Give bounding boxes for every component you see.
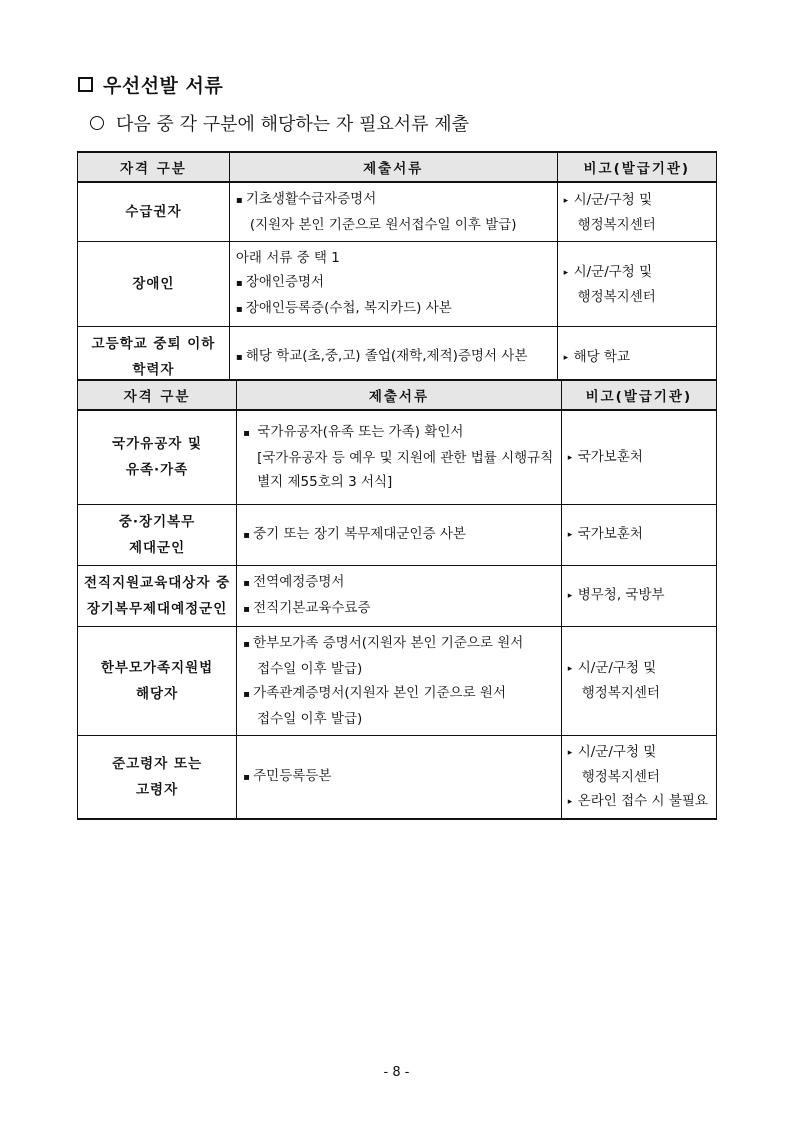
note-text: 해당 학교 — [573, 348, 631, 365]
category-cell — [78, 182, 230, 242]
note-text: 시/군/구청 및 — [577, 743, 657, 760]
note-line — [568, 522, 710, 547]
document-text: 한부모가족 증명서(지원자 본인 기준으로 원서 — [253, 634, 524, 651]
triangle-bullet-icon: ▸ — [567, 664, 573, 674]
square-bullet-icon: ▪ — [235, 195, 243, 206]
document-line — [236, 270, 551, 296]
note-line — [564, 188, 710, 213]
note-text: 행정복지센터 — [577, 288, 656, 305]
category-text: 전직지원교육대상자 중 — [84, 574, 231, 591]
note-text: 시/군/구청 및 — [573, 191, 653, 208]
category-text: 장기복무제대예정군인 — [86, 600, 228, 617]
document-text: 접수일 이후 발급) — [257, 710, 363, 727]
document-text: 아래 서류 중 택 1 — [235, 250, 340, 266]
triangle-bullet-icon: ▸ — [563, 267, 569, 278]
category-cell — [78, 504, 237, 565]
header-notes: 비고(발급기관) — [557, 152, 716, 182]
square-bullet-icon: ▪ — [243, 529, 250, 541]
square-bullet-icon: ▪ — [243, 638, 250, 650]
table-row — [78, 735, 717, 819]
category-text: 고령자 — [136, 781, 179, 798]
document-line — [236, 213, 551, 237]
section-title-text: 우선선발 서류 — [103, 75, 224, 97]
notes-cell — [561, 626, 716, 735]
documents-cell — [237, 410, 562, 504]
category-cell — [78, 565, 237, 626]
square-bullet-icon: ▪ — [243, 688, 250, 700]
document-line — [243, 420, 555, 446]
table-header-row — [78, 380, 717, 410]
table-row — [78, 242, 717, 327]
triangle-bullet-icon: ▸ — [567, 452, 573, 463]
documents-table-1 — [77, 151, 717, 389]
note-line — [564, 345, 710, 370]
notes-cell — [561, 504, 716, 565]
document-text: 국가유공자(유족 또는 가족) 확인서 — [253, 424, 464, 441]
note-line — [568, 445, 710, 470]
documents-cell — [237, 504, 562, 565]
notes-cell — [557, 242, 716, 327]
document-text: [국가유공자 등 예우 및 지원에 관한 법률 시행규칙 — [257, 450, 554, 467]
category-cell — [78, 626, 237, 735]
table-header-row — [78, 152, 717, 182]
table-body — [78, 182, 717, 388]
notes-cell — [561, 565, 716, 626]
document-text: 접수일 이후 발급) — [257, 660, 363, 677]
category-text: 고등학교 중퇴 이하 — [91, 336, 216, 352]
category-text: 중·장기복무 — [118, 513, 196, 530]
table-row — [78, 626, 717, 735]
category-text: 한부모가족지원법 — [100, 659, 214, 676]
documents-cell — [237, 735, 562, 819]
category-text: 제대군인 — [128, 539, 186, 556]
document-text: 장애인등록증(수첩, 복지카드) 사본 — [245, 300, 452, 316]
document-text: 주민등록등본 — [253, 767, 332, 784]
note-text: 행정복지센터 — [581, 685, 660, 701]
document-line — [243, 446, 555, 470]
note-line — [568, 789, 710, 814]
note-line — [564, 213, 710, 237]
category-text: 학력자 — [132, 362, 175, 378]
square-bullet-icon: ▪ — [235, 304, 243, 315]
documents-cell — [237, 626, 562, 735]
note-text: 행정복지센터 — [581, 768, 660, 785]
category-text: 수급권자 — [125, 204, 182, 220]
category-cell — [78, 735, 237, 819]
category-text: 해당자 — [136, 685, 179, 702]
header-category: 자격 구분 — [78, 152, 230, 182]
document-line — [243, 764, 555, 790]
note-line — [568, 765, 710, 789]
square-bullet-icon: ▪ — [243, 428, 250, 440]
table-row — [78, 504, 717, 565]
category-text: 장애인 — [132, 276, 175, 292]
document-line — [243, 707, 555, 731]
note-text: 온라인 접수 시 불필요 — [577, 792, 708, 809]
header-notes: 비고(발급기관) — [561, 380, 716, 410]
document-line — [236, 344, 551, 370]
note-line — [568, 583, 710, 608]
header-documents: 제출서류 — [237, 380, 562, 410]
section-title — [78, 71, 223, 98]
notes-cell — [557, 182, 716, 242]
header-documents: 제출서류 — [229, 152, 557, 182]
document-line — [243, 522, 555, 548]
documents-cell — [229, 182, 557, 242]
document-text: 전직기본교육수료증 — [253, 599, 371, 616]
document-text: 해당 학교(초,중,고) 졸업(재학,제적)증명서 사본 — [245, 348, 528, 364]
square-bullet-icon: ▪ — [235, 278, 243, 289]
notes-cell — [561, 410, 716, 504]
document-line — [236, 187, 551, 213]
document-line — [243, 596, 555, 622]
note-line — [568, 681, 710, 705]
document-line — [236, 296, 551, 322]
triangle-bullet-icon: ▸ — [567, 591, 573, 601]
square-box-icon — [78, 77, 93, 92]
square-bullet-icon: ▪ — [235, 352, 243, 363]
document-line — [243, 631, 555, 657]
note-line — [568, 740, 710, 765]
document-text: 장애인증명서 — [245, 274, 325, 290]
table-row — [78, 410, 717, 504]
note-text: 국가보훈처 — [577, 526, 643, 542]
document-line — [243, 657, 555, 681]
square-bullet-icon: ▪ — [243, 577, 250, 589]
documents-cell — [229, 242, 557, 327]
category-cell — [78, 242, 230, 327]
document-line — [236, 246, 551, 270]
note-line — [564, 285, 710, 309]
triangle-bullet-icon: ▸ — [563, 352, 569, 363]
triangle-bullet-icon: ▸ — [567, 796, 573, 807]
document-text: 전역예정증명서 — [253, 573, 345, 590]
square-bullet-icon: ▪ — [243, 603, 250, 615]
table-row — [78, 182, 717, 242]
category-text: 국가유공자 및 — [112, 436, 203, 453]
document-line — [243, 570, 555, 596]
triangle-bullet-icon: ▸ — [567, 747, 573, 758]
page-number: - 8 - — [383, 1065, 410, 1080]
note-text: 시/군/구청 및 — [577, 660, 657, 676]
triangle-bullet-icon: ▸ — [567, 530, 573, 540]
note-text: 국가보훈처 — [577, 448, 643, 465]
notes-cell — [561, 735, 716, 819]
document-text: 가족관계증명서(지원자 본인 기준으로 원서 — [253, 684, 507, 701]
note-text: 병무청, 국방부 — [577, 587, 665, 603]
document-text: 중기 또는 장기 복무제대군인증 사본 — [253, 525, 466, 542]
note-text: 행정복지센터 — [577, 216, 656, 233]
table-row — [78, 565, 717, 626]
document-text: (지원자 본인 기준으로 원서접수일 이후 발급) — [249, 217, 517, 233]
document-line — [243, 470, 555, 494]
note-text: 시/군/구청 및 — [573, 263, 653, 280]
header-category: 자격 구분 — [78, 380, 237, 410]
subtitle-text: 다음 중 각 구분에 해당하는 자 필요서류 제출 — [116, 114, 470, 135]
subtitle — [90, 110, 469, 136]
triangle-bullet-icon: ▸ — [563, 195, 569, 206]
note-line — [564, 260, 710, 285]
category-text: 준고령자 또는 — [112, 755, 203, 772]
document-text: 별지 제55호의 3 서식] — [257, 474, 393, 491]
documents-table-2 — [77, 379, 717, 820]
document-text: 기초생활수급자증명서 — [245, 191, 377, 207]
category-cell — [78, 410, 237, 504]
category-text: 유족·가족 — [125, 462, 189, 479]
document-line — [243, 681, 555, 707]
circle-bullet-icon — [90, 116, 104, 130]
square-bullet-icon: ▪ — [243, 771, 250, 783]
note-line — [568, 656, 710, 681]
table-body — [78, 410, 717, 819]
documents-cell — [237, 565, 562, 626]
